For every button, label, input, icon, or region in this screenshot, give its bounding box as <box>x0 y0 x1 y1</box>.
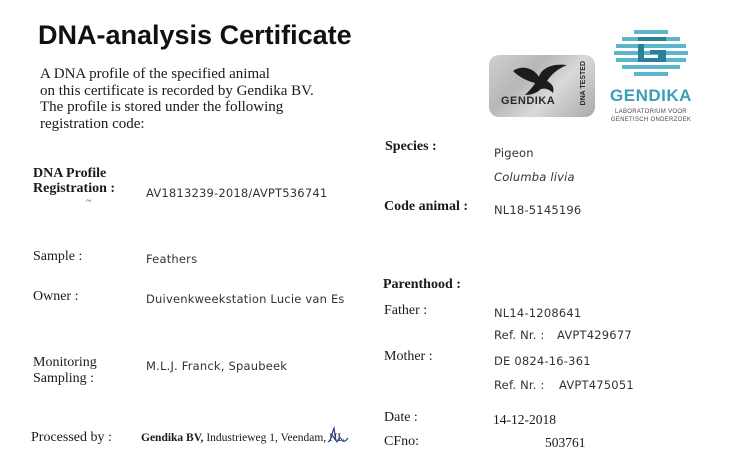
father-value: NL14-1208641 <box>494 306 582 320</box>
sample-label: Sample : <box>33 249 83 264</box>
intro-line: registration code: <box>40 115 145 132</box>
registration-label: Registration : <box>33 181 116 196</box>
species-latin: Columba livia <box>494 170 575 184</box>
processed-value <box>141 432 344 444</box>
intro-line: The profile is stored under the following <box>40 99 284 115</box>
cfno-value: 503761 <box>545 435 586 450</box>
signature-icon <box>326 426 350 446</box>
code-animal-value: NL18-5145196 <box>494 203 582 217</box>
mark: ~ <box>86 196 92 207</box>
date-value: 14-12-2018 <box>493 412 556 427</box>
father-ref-value: AVPT429677 <box>557 328 632 342</box>
badge-brand: GENDIKA <box>501 95 556 107</box>
cfno-label: CFno: <box>384 434 420 449</box>
processed-address: Industrieweg 1, Veendam, NL <box>203 432 345 444</box>
mother-value: DE 0824-16-361 <box>494 354 591 368</box>
intro-line: A DNA profile of the specified animal <box>40 66 270 82</box>
owner-value: Duivenkweekstation Lucie van Es <box>146 292 345 306</box>
father-label: Father : <box>384 303 428 318</box>
mother-ref-value: AVPT475051 <box>559 378 634 392</box>
badge-tag: DNA TESTED <box>580 61 587 106</box>
monitoring-value: M.L.J. Franck, Spaubeek <box>146 359 288 373</box>
logo-subtitle: LABORATORIUM VOOR <box>615 109 687 115</box>
owner-label: Owner : <box>33 289 79 304</box>
registration-value: AV1813239-2018/AVPT536741 <box>146 186 328 200</box>
father-ref-label: Ref. Nr. : <box>494 328 545 342</box>
processed-label: Processed by : <box>31 430 112 445</box>
mother-label: Mother : <box>384 349 433 364</box>
dna-tested-badge <box>489 55 595 117</box>
certificate-title: DNA-analysis Certificate <box>38 20 352 50</box>
species-label: Species : <box>385 139 437 154</box>
intro-text <box>40 66 340 132</box>
monitoring-label: Monitoring <box>33 355 97 370</box>
date-label: Date : <box>384 410 418 425</box>
intro-line: on this certificate is recorded by Gendika BV. <box>40 82 314 99</box>
monitoring-label: Sampling : <box>33 371 95 386</box>
gendika-logo-icon <box>612 28 690 84</box>
mother-ref-label: Ref. Nr. : <box>494 378 545 392</box>
processed-company: Gendika BV, <box>141 432 204 444</box>
species-common: Pigeon <box>494 146 534 160</box>
code-animal-label: Code animal : <box>384 199 468 214</box>
logo-subtitle: GENETISCH ONDERZOEK <box>610 117 692 123</box>
parenthood-label: Parenthood : <box>383 277 461 292</box>
logo-name: GENDIKA <box>610 86 692 105</box>
registration-label: DNA Profile <box>33 166 107 181</box>
sample-value: Feathers <box>146 252 198 266</box>
